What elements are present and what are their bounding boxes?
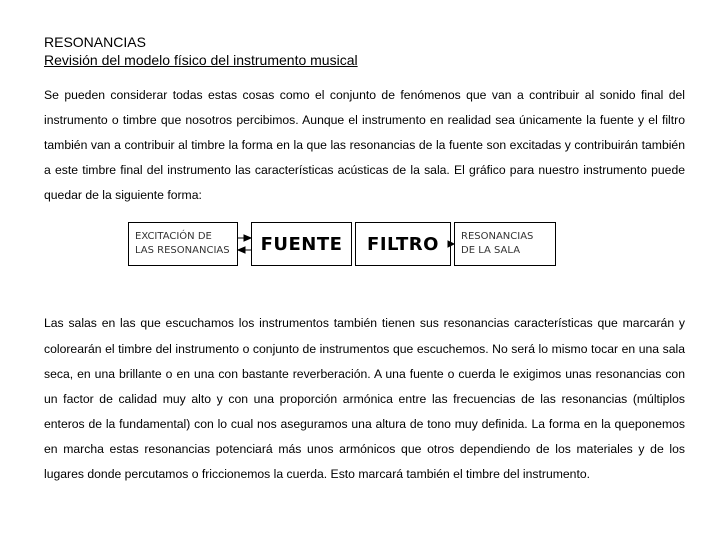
signal-flow-diagram: [44, 214, 685, 298]
diagram-arrows: [44, 214, 685, 298]
room-paragraph: Las salas en las que escuchamos los instrumentos también tienen sus resonancias características que marcarán y colorearán el timbre del instrumento o conjunto de instrumentos que escuchemos. No será lo mismo tocar en una sala seca, en una brillante o en una con bastante reverberación. A una fuente o cuerda le exigimos unas resonancias con un factor de calidad muy alto y con una proporción armónica entre las frecuencias de las resonancias (múltiplos enteros de la fundamental) con lo cual nos aseguramos una altura de tono muy definida. La forma en la queponemos en marcha estas resonancias potenciará más unos armónicos que otros dependiendo de los materiales y de los lugares donde percutamos o friccionemos la cuerda. Esto marcará también el timbre del instrumento.: [44, 316, 685, 482]
source-label: FUENTE: [260, 233, 343, 255]
intro-paragraph: Se pueden considerar todas estas cosas como el conjunto de fenómenos que van a contribuir al sonido final del instrumento o timbre que nosotros percibimos. Aunque el instrumento en realidad sea únicamente la fuente y el filtro también van a contribuir al timbre la forma en la que las resonancias de la fuente son excitadas y contribuirán también a este timbre final del instrumento las características acústicas de la sala. El gráfico para nuestro instrumento puede quedar de la siguiente forma:: [44, 88, 685, 203]
excitation-label-line2: LAS RESONANCIAS: [135, 245, 230, 257]
room-label-line2: DE LA SALA: [461, 245, 521, 257]
document-subtitle: Revisión del modelo físico del instrumento musical: [44, 52, 358, 68]
filter-label: FILTRO: [367, 233, 439, 255]
document-page: [44, 33, 685, 487]
excitation-label-line1: EXCITACIÓN DE: [135, 231, 212, 243]
room-label-line1: RESONANCIAS: [461, 231, 534, 243]
document-title: RESONANCIAS: [44, 34, 146, 50]
